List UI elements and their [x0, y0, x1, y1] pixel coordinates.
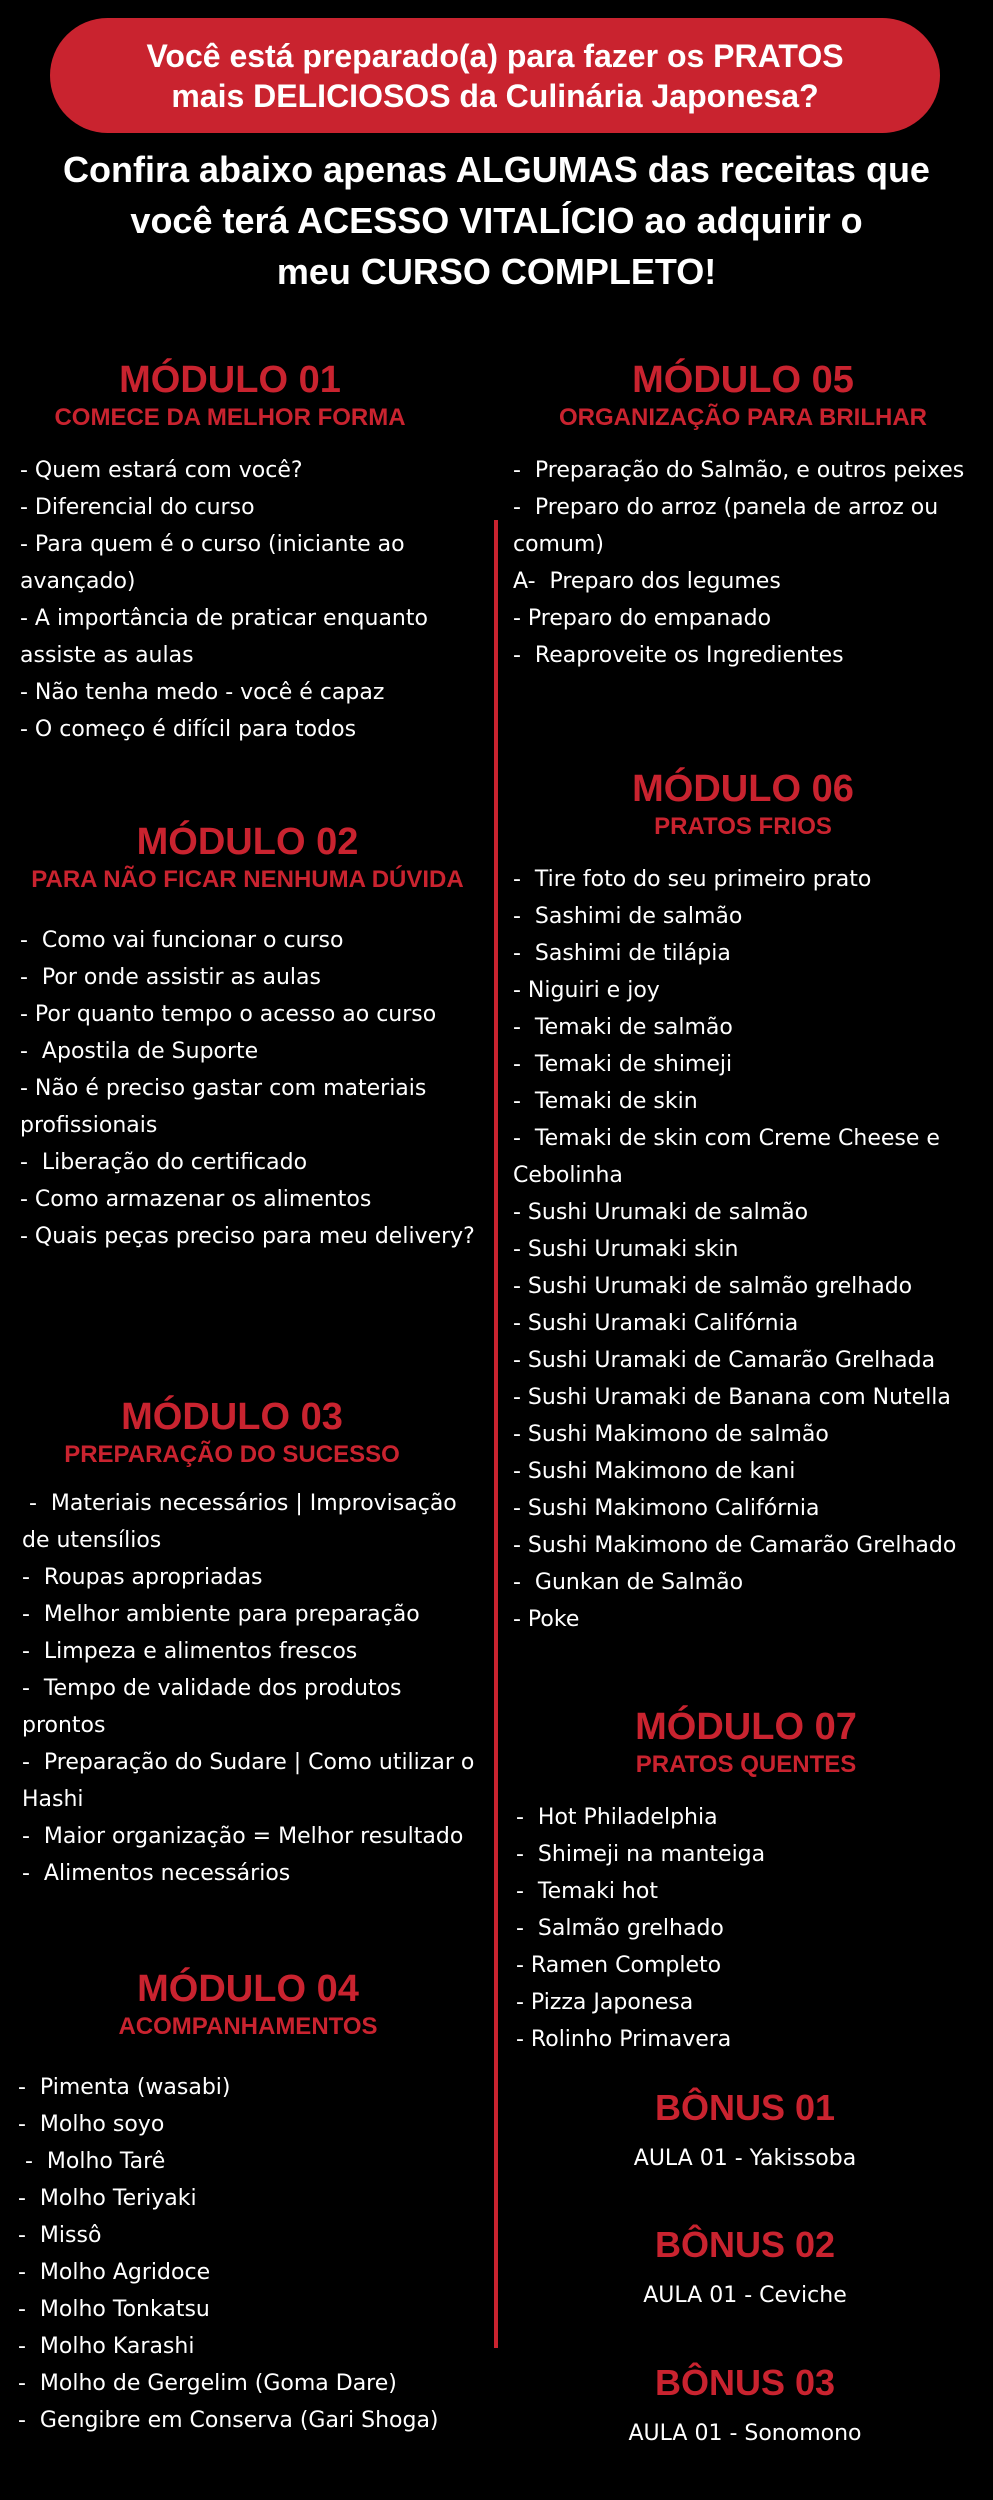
module-items [513, 861, 983, 1638]
list-item: - Sashimi de tilápia [513, 941, 731, 966]
list-item: - Preparo do empanado [513, 606, 772, 631]
module-items [513, 452, 973, 674]
list-item: - Temaki de skin com Creme Cheese e Cebolinha [513, 1126, 947, 1188]
banner-line-2: mais DELICIOSOS da Culinária Japonesa? [171, 77, 819, 114]
bonus-title: BÔNUS 01 [654, 2087, 836, 2128]
list-item: - Por quanto tempo o acesso ao curso [20, 1002, 437, 1027]
list-item: - Liberação do certificado [20, 1150, 308, 1175]
module-subtitle: ORGANIZAÇÃO PARA BRILHAR [559, 404, 927, 431]
list-item: - Preparação do Salmão, e outros peixes [513, 458, 965, 483]
intro-line-1: Confira abaixo apenas ALGUMAS das receitas que [63, 149, 930, 190]
banner-line-1: Você está preparado(a) para fazer os PRATOS [146, 37, 844, 74]
module-02 [20, 820, 475, 1255]
list-item: - Sushi Urumaki de salmão [513, 1200, 809, 1225]
bonus-item: AULA 01 - Ceviche [643, 2283, 847, 2308]
list-item: - Poke [513, 1607, 580, 1632]
list-item: - Molho Tarê [18, 2149, 166, 2174]
list-item: - Melhor ambiente para preparação [22, 1602, 420, 1627]
list-item: - Molho Tonkatsu [18, 2297, 210, 2322]
list-item: - Hot Philadelphia [516, 1805, 718, 1830]
list-item: A- Preparo dos legumes [513, 569, 781, 594]
list-item: - Alimentos necessários [22, 1861, 291, 1886]
list-item: - Temaki hot [516, 1879, 658, 1904]
module-07 [516, 1705, 976, 2058]
column-divider [494, 520, 498, 2348]
module-05 [513, 358, 973, 674]
module-subtitle: PRATOS QUENTES [635, 1751, 857, 1778]
list-item: - Reaproveite os Ingredientes [513, 643, 844, 668]
module-title: MÓDULO 04 [137, 1968, 359, 2010]
list-item: - Temaki de salmão [513, 1015, 733, 1040]
module-items [18, 2069, 478, 2439]
module-title: MÓDULO 01 [119, 359, 341, 401]
list-item: - Preparação do Sudare | Como utilizar o Hashi [22, 1750, 482, 1812]
module-03 [22, 1395, 480, 1892]
module-title: MÓDULO 03 [121, 1396, 343, 1438]
list-item: - Molho soyo [18, 2112, 165, 2137]
list-item: - Por onde assistir as aulas [20, 965, 321, 990]
list-item: - Temaki de shimeji [513, 1052, 733, 1077]
list-item: - O começo é difícil para todos [20, 717, 357, 742]
module-01 [20, 358, 475, 748]
list-item: - Como armazenar os alimentos [20, 1187, 372, 1212]
list-item: - Molho Karashi [18, 2334, 195, 2359]
list-item: - Sushi Urumaki skin [513, 1237, 739, 1262]
list-item: - Quais peças preciso para meu delivery? [20, 1224, 475, 1249]
module-items [20, 922, 475, 1255]
module-title: MÓDULO 07 [635, 1706, 857, 1748]
intro-line-2: você terá ACESSO VITALÍCIO ao adquirir o [130, 200, 863, 241]
list-item: - Missô [18, 2223, 102, 2248]
list-item: - Para quem é o curso (iniciante ao avançado) [20, 532, 412, 594]
list-item: - Sushi Uramaki de Banana com Nutella [513, 1385, 951, 1410]
bonus-item: AULA 01 - Sonomono [628, 2421, 862, 2446]
intro-line-3: meu CURSO COMPLETO! [276, 251, 717, 292]
list-item: - Ramen Completo [516, 1953, 722, 1978]
list-item: - Niguiri e joy [513, 978, 660, 1003]
list-item: - Sushi Makimono de Camarão Grelhado [513, 1533, 957, 1558]
list-item: - Shimeji na manteiga [516, 1842, 766, 1867]
bonus-item: AULA 01 - Yakissoba [633, 2146, 857, 2171]
list-item: - Sushi Makimono de kani [513, 1459, 796, 1484]
list-item: - Pimenta (wasabi) [18, 2075, 231, 2100]
module-06 [513, 767, 983, 1638]
list-item: - Como vai funcionar o curso [20, 928, 344, 953]
bonus-title: BÔNUS 03 [654, 2362, 836, 2403]
list-item: - Sushi Uramaki de Camarão Grelhada [513, 1348, 936, 1373]
list-item: - Materiais necessários | Improvisação de utensílios [22, 1491, 464, 1553]
module-title: MÓDULO 02 [136, 821, 359, 863]
list-item: - Salmão grelhado [516, 1916, 724, 1941]
bonus-title: BÔNUS 02 [654, 2224, 836, 2265]
module-subtitle: PREPARAÇÃO DO SUCESSO [64, 1441, 400, 1468]
list-item: - Sashimi de salmão [513, 904, 743, 929]
list-item: - Preparo do arroz (panela de arroz ou comum) [513, 495, 946, 557]
module-title: MÓDULO 05 [632, 359, 854, 401]
bonus-03 [520, 2361, 970, 2449]
headline-banner [50, 18, 940, 133]
list-item: - Roupas apropriadas [22, 1565, 263, 1590]
list-item: - Maior organização = Melhor resultado [22, 1824, 464, 1849]
module-subtitle: ACOMPANHAMENTOS [118, 2013, 378, 2040]
list-item: - Não tenha medo - você é capaz [20, 680, 385, 705]
list-item: - Molho Agridoce [18, 2260, 211, 2285]
list-item: - Apostila de Suporte [20, 1039, 259, 1064]
list-item: - Molho Teriyaki [18, 2186, 197, 2211]
list-item: - Sushi Urumaki de salmão grelhado [513, 1274, 913, 1299]
list-item: - Sushi Uramaki Califórnia [513, 1311, 799, 1336]
list-item: - Tire foto do seu primeiro prato [513, 867, 872, 892]
list-item: - Quem estará com você? [20, 458, 303, 483]
list-item: - Rolinho Primavera [516, 2027, 732, 2052]
list-item: - Diferencial do curso [20, 495, 255, 520]
intro-heading [20, 144, 973, 297]
list-item: - A importância de praticar enquanto assiste as aulas [20, 606, 435, 668]
module-title: MÓDULO 06 [632, 768, 854, 810]
list-item: - Não é preciso gastar com materiais profissionais [20, 1076, 434, 1138]
list-item: - Temaki de skin [513, 1089, 698, 1114]
module-subtitle: PRATOS FRIOS [654, 813, 832, 840]
bonus-02 [520, 2223, 970, 2311]
list-item: - Molho de Gergelim (Goma Dare) [18, 2371, 397, 2396]
list-item: - Gengibre em Conserva (Gari Shoga) [18, 2408, 439, 2433]
list-item: - Limpeza e alimentos frescos [22, 1639, 358, 1664]
list-item: - Sushi Makimono Califórnia [513, 1496, 820, 1521]
list-item: - Pizza Japonesa [516, 1990, 694, 2015]
bonus-01 [520, 2086, 970, 2174]
module-subtitle: COMECE DA MELHOR FORMA [54, 404, 406, 431]
module-subtitle: PARA NÃO FICAR NENHUMA DÚVIDA [31, 866, 464, 893]
list-item: - Sushi Makimono de salmão [513, 1422, 829, 1447]
module-items [22, 1485, 480, 1892]
module-items [516, 1799, 976, 2058]
module-items [20, 452, 475, 748]
module-04 [18, 1967, 478, 2439]
list-item: - Gunkan de Salmão [513, 1570, 744, 1595]
list-item: - Tempo de validade dos produtos prontos [22, 1676, 409, 1738]
